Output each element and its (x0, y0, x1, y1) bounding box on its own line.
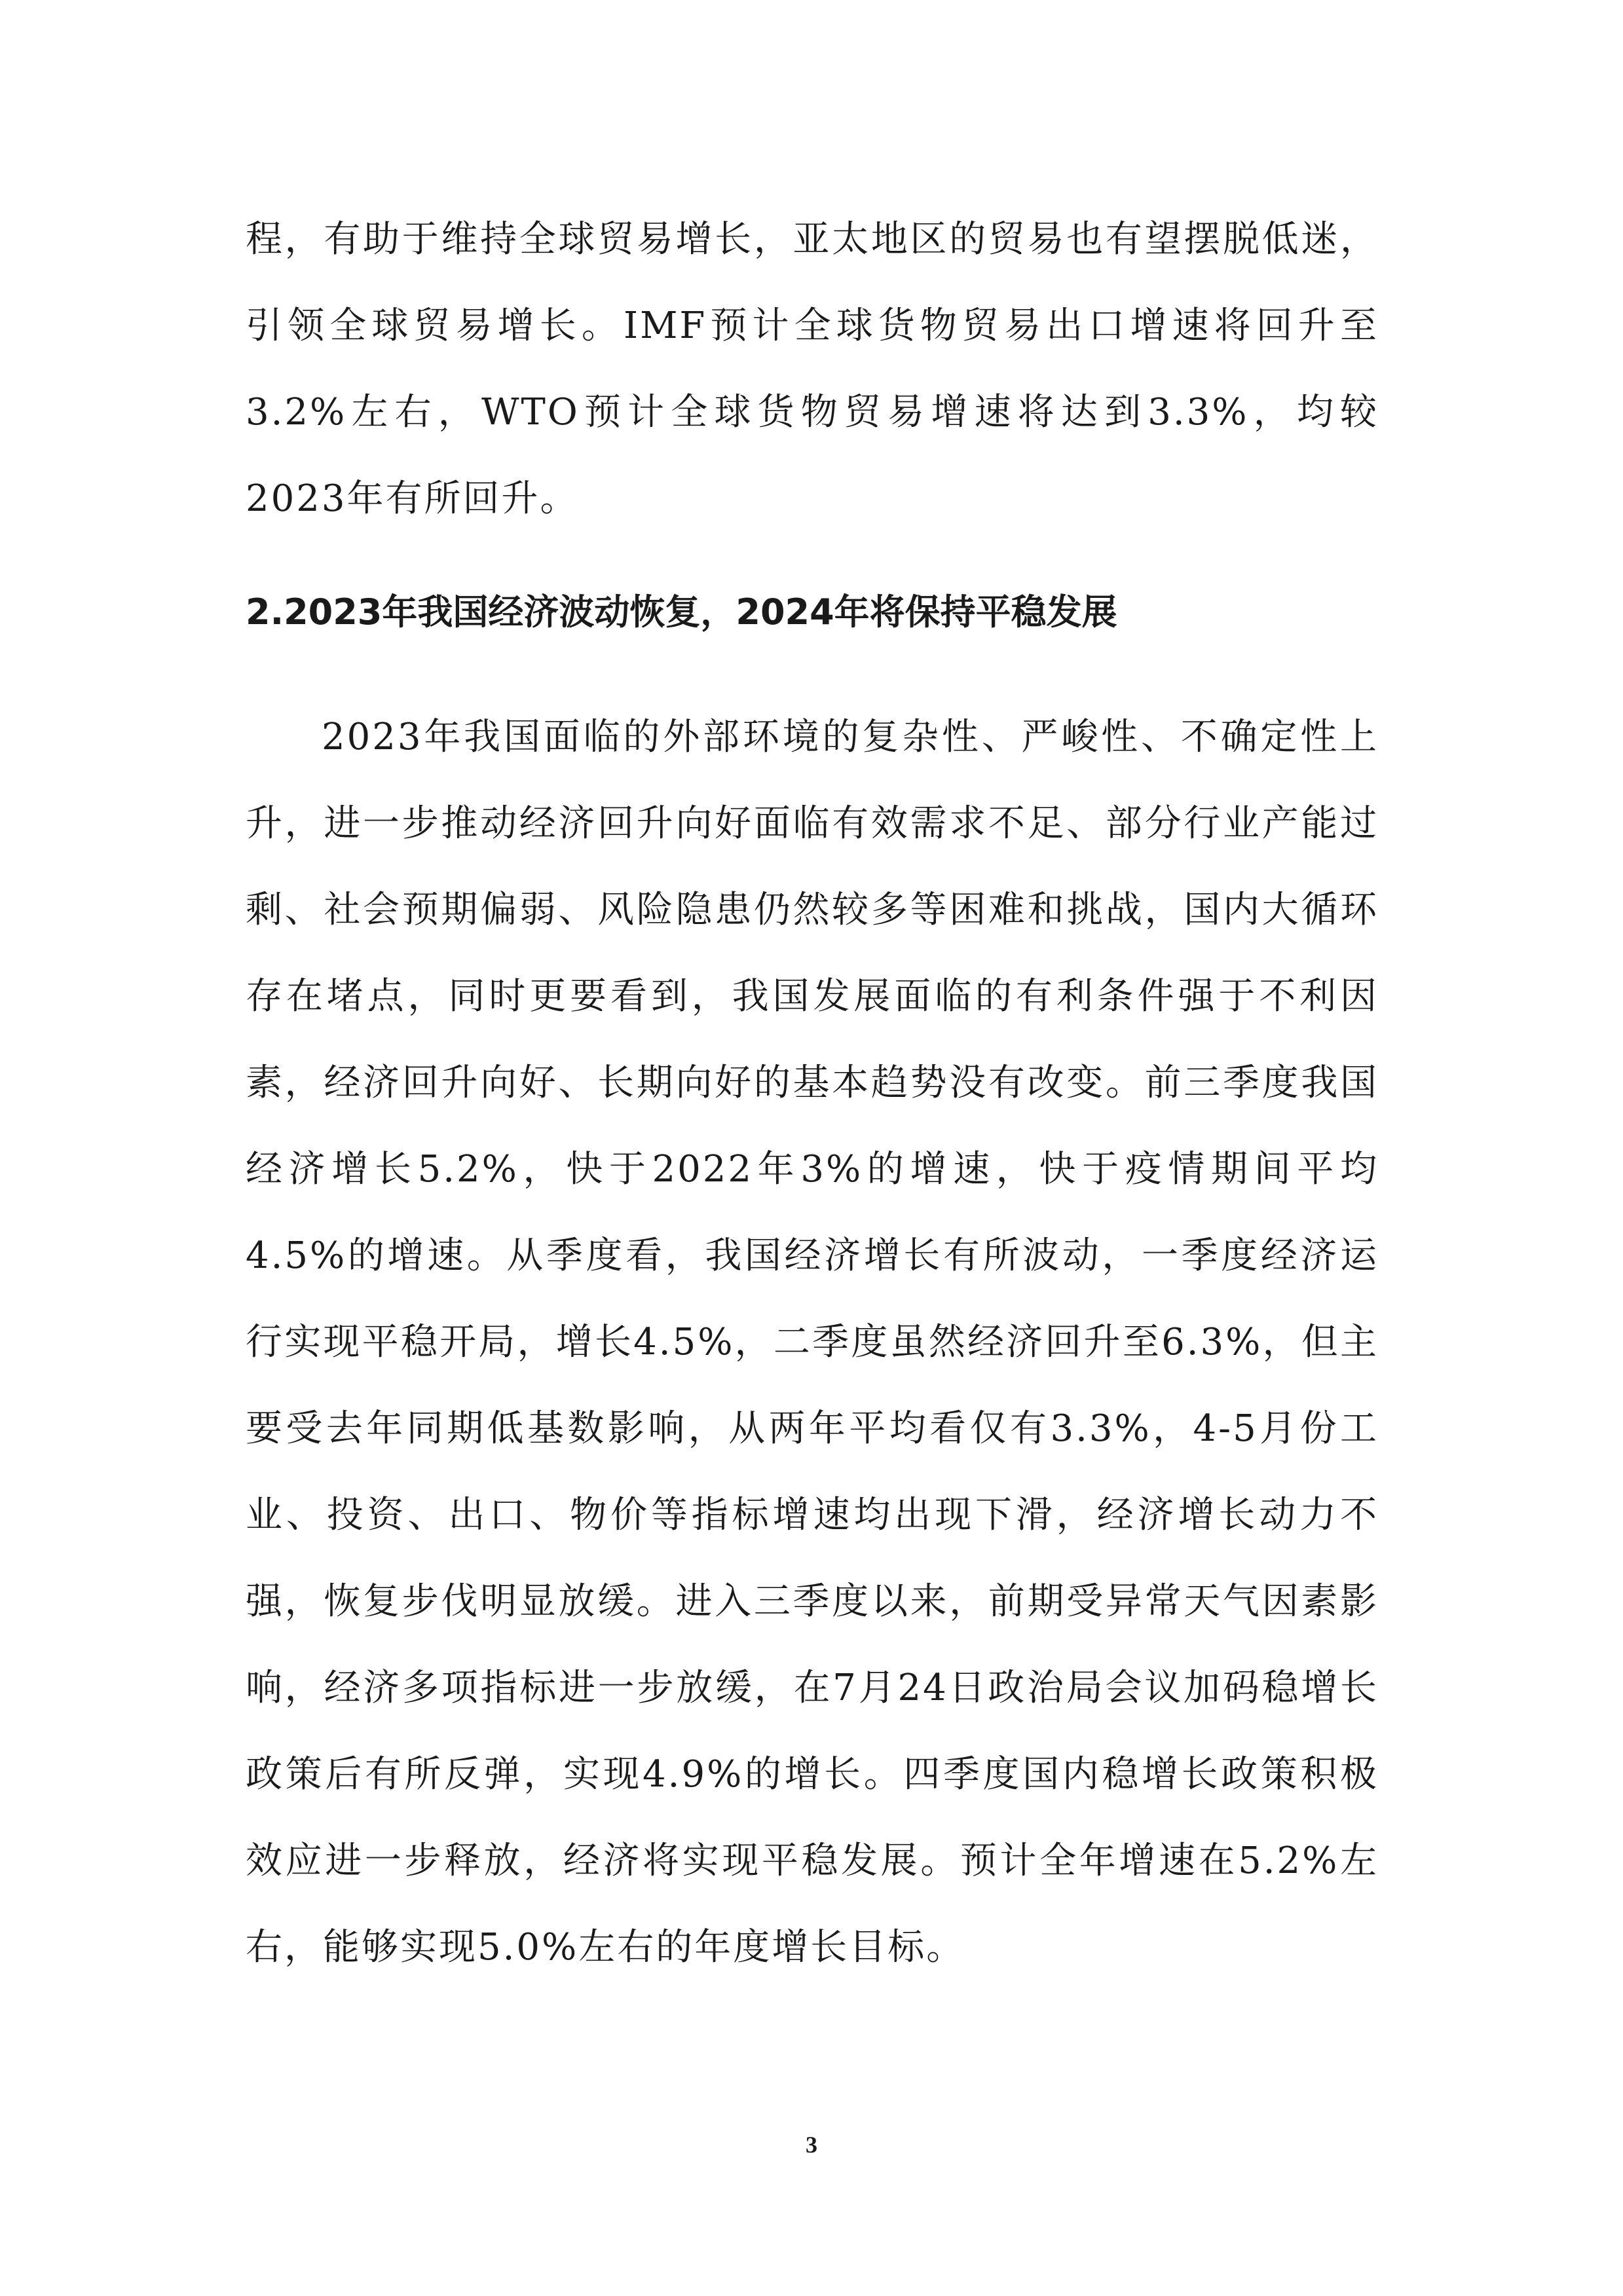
paragraph-domestic-economy: 2023年我国面临的外部环境的复杂性、严峻性、不确定性上升，进一步推动经济回升向好面临有效需求不足、部分行业产能过剩、社会预期偏弱、风险隐患仍然较多等困难和挑战，国内大循环存在堵点，同时更要看到，我国发展面临的有利条件强于不利因素，经济回升向好、长期向好的基本趋势没有改变。前三季度我国经济增长5.2%，快于2022年3%的增速，快于疫情期间平均4.5%的增速。从季度看，我国经济增长有所波动，一季度经济运行实现平稳开局，增长4.5%，二季度虽然经济回升至6.3%，但主要受去年同期低基数影响，从两年平均看仅有3.3%，4-5月份工业、投资、出口、物价等指标增速均出现下滑，经济增长动力不强，恢复步伐明显放缓。进入三季度以来，前期受异常天气因素影响，经济多项指标进一步放缓，在7月24日政治局会议加码稳增长政策后有所反弹，实现4.9%的增长。四季度国内稳增长政策积极效应进一步释放，经济将实现平稳发展。预计全年增速在5.2%左右，能够实现5.0%左右的年度增长目标。 (246, 716, 1379, 1969)
page-number: 3 (806, 2132, 817, 2158)
paragraph-global-trade: 程，有助于维持全球贸易增长，亚太地区的贸易也有望摆脱低迷，引领全球贸易增长。IMF预计全球货物贸易出口增速将回升至3.2%左右，WTO预计全球货物贸易增速将达到3.3%，均较2023年有所回升。 (246, 218, 1379, 520)
section-heading: 2.2023年我国经济波动恢复，2024年将保持平稳发展 (246, 591, 1117, 633)
